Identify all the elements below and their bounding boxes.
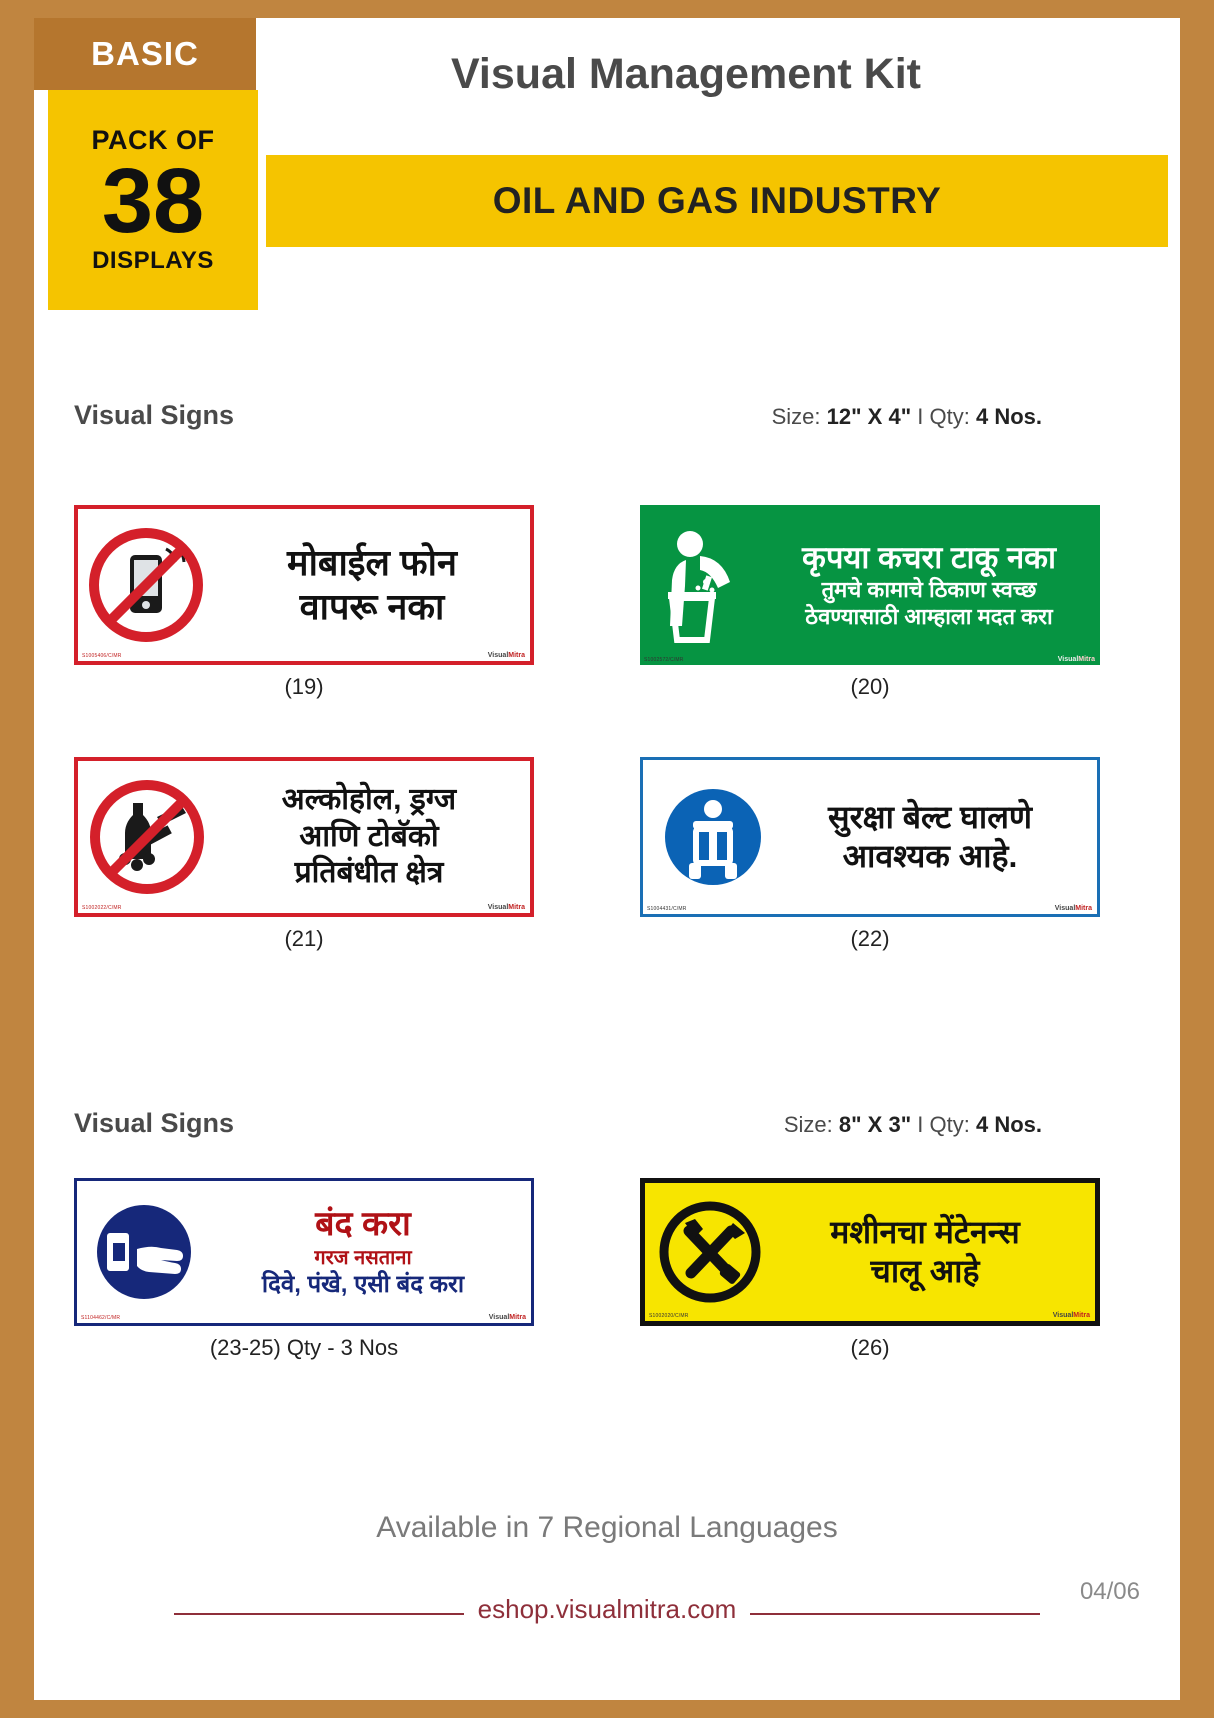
sign-caption-20: (20) bbox=[850, 674, 890, 699]
sign-caption-22: (22) bbox=[850, 926, 890, 951]
meta-separator-2: I bbox=[917, 1112, 924, 1137]
sign-caption-23: (23-25) Qty - 3 Nos bbox=[209, 1335, 399, 1360]
section-title-2: Visual Signs bbox=[74, 1108, 235, 1138]
size-label-1: Size: bbox=[771, 404, 821, 429]
sign-line-19-2: वापरू नका bbox=[299, 586, 445, 627]
page-title: Visual Management Kit bbox=[451, 50, 921, 98]
footer-container bbox=[34, 18, 1180, 1700]
qty-value-2: 4 Nos. bbox=[975, 1112, 1042, 1137]
size-value-2: 8" X 3" bbox=[838, 1112, 912, 1137]
sign-line-26-2: चालू आहे bbox=[870, 1253, 980, 1289]
sign-line-21-2: आणि टोबॅको bbox=[299, 819, 439, 853]
meta-separator-1: I bbox=[917, 404, 924, 429]
industry-label: OIL AND GAS INDUSTRY bbox=[492, 180, 942, 221]
displays-label: DISPLAYS bbox=[92, 247, 214, 275]
sign-line-20-2: तुमचे कामाचे ठिकाण स्वच्छ bbox=[821, 577, 1037, 603]
qty-label-2: Qty: bbox=[929, 1112, 970, 1137]
section-title-1: Visual Signs bbox=[74, 400, 235, 430]
footer-url-label[interactable]: eshop.visualmitra.com bbox=[464, 1594, 751, 1624]
sign-code-20: S1002572/C/MR bbox=[644, 657, 684, 663]
brand-logo-23: VisualMitra bbox=[488, 1314, 526, 1321]
sign-line-20-3: ठेवण्यासाठी आम्हाला मदत करा bbox=[805, 603, 1053, 629]
sign-code-26: S1002020/C/MR bbox=[649, 1313, 689, 1319]
pack-count-value: 38 bbox=[101, 149, 205, 252]
sign-caption-19: (19) bbox=[284, 674, 324, 699]
brand-logo-20: VisualMitra bbox=[1057, 656, 1095, 663]
brand-logo-19: VisualMitra bbox=[487, 652, 525, 659]
size-value-1: 12" X 4" bbox=[826, 404, 912, 429]
sign-caption-26: (26) bbox=[850, 1335, 890, 1360]
sign-line-19-1: मोबाईल फोन bbox=[287, 542, 457, 584]
sign-line-23-1: बंद करा bbox=[315, 1205, 411, 1244]
sign-code-23: S1104462/C/MR bbox=[81, 1315, 121, 1321]
sign-line-21-1: अल्कोहोल, ड्रग्ज bbox=[281, 783, 457, 817]
sign-code-19: S1005406/C/MR bbox=[82, 653, 122, 659]
brand-logo-26: VisualMitra bbox=[1052, 1312, 1090, 1319]
brand-logo-22: VisualMitra bbox=[1054, 905, 1092, 912]
pack-of-label: PACK OF bbox=[91, 124, 215, 155]
sign-code-21: S1002022/C/MR bbox=[82, 905, 122, 911]
qty-value-1: 4 Nos. bbox=[975, 404, 1042, 429]
sign-line-23-3: दिवे, पंखे, एसी बंद करा bbox=[261, 1271, 465, 1299]
sign-caption-21: (21) bbox=[284, 926, 324, 951]
sign-line-21-3: प्रतिबंधीत क्षेत्र bbox=[294, 856, 444, 890]
footer-page-number: 04/06 bbox=[1079, 1578, 1140, 1605]
footer-languages: Available in 7 Regional Languages bbox=[376, 1511, 838, 1544]
footer-url[interactable] bbox=[34, 1594, 1180, 1625]
brand-logo-21: VisualMitra bbox=[487, 904, 525, 911]
sign-line-22-1: सुरक्षा बेल्ट घालणे bbox=[827, 798, 1033, 835]
size-label-2: Size: bbox=[783, 1112, 833, 1137]
sign-line-26-1: मशीनचा मेंटेनन्स bbox=[830, 1213, 1020, 1250]
sign-line-23-2: गरज नसताना bbox=[314, 1246, 412, 1269]
qty-label-1: Qty: bbox=[929, 404, 970, 429]
sign-code-22: S1004431/C/MR bbox=[647, 906, 687, 912]
sign-line-22-2: आवश्यक आहे. bbox=[842, 838, 1018, 874]
sign-line-20-1: कृपया कचरा टाकू नका bbox=[802, 540, 1056, 576]
basic-badge-label: BASIC bbox=[91, 35, 199, 72]
